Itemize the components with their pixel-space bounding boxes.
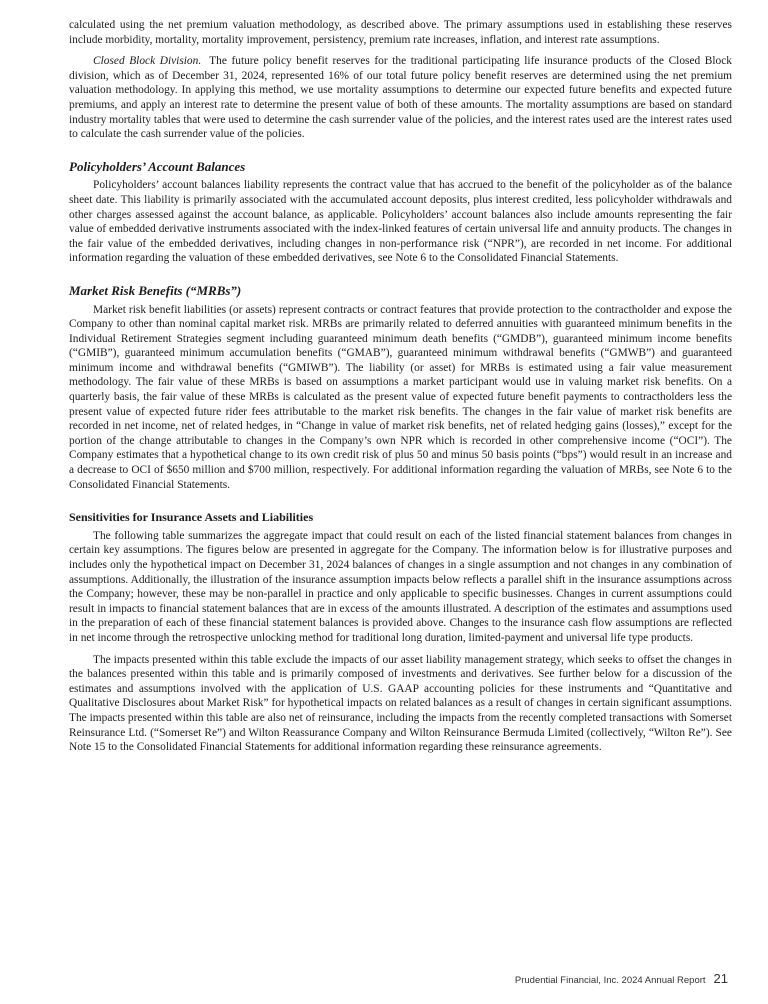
sensitivities-paragraph-2: The impacts presented within this table exclude the impacts of our asset liability management strategy, which seeks to offset the changes in the balances presented within this table and is primarily composed of investments and derivatives. See further below for a discussion of the estimates and assumptions involved with the application of U.S. GAAP accounting policies for these instruments and “Quantitative and Qualitative Disclosures about Market Risk” for hypothetical impacts on related balances as a result of changes in certain significant assumptions. The impacts presented within this table are also net of reinsurance, including the impacts from the recently completed transactions with Somerset Reinsurance Ltd. (“Somerset Re”) and Wilton Reassurance Company and Wilton Reinsurance Bermuda Limited (collectively, “Wilton Re”). See Note 15 to the Consolidated Financial Statements for additional information regarding these reinsurance agreements. (69, 653, 732, 754)
policyholders-paragraph: Policyholders’ account balances liability represents the contract value that has accrued to the benefit of the policyholder as of the balance sheet date. This liability is primarily associated with the accumulated account deposits, plus interest credited, less policyholder withdrawals and other charges assessed against the account balance, as applicable. Policyholders’ account balances also include amounts representing the fair value of embedded derivative instruments associated with the index-linked features of certain universal life and annuity products. The changes in the fair value of the embedded derivatives, including changes in non-performance risk (“NPR”), are recorded in net income. For additional information regarding the valuation of these embedded derivatives, see Note 6 to the Consolidated Financial Statements. (69, 179, 732, 265)
closed-block-paragraph (69, 54, 732, 142)
sensitivities-heading: Sensitivities for Insurance Assets and Liabilities (69, 510, 314, 525)
closed-block-body: The future policy benefit reserves for the traditional participating life insurance products of the Closed Block division, which as of December 31, 2024, represented 16% of our total future policy benefit reserves are determined using the net premium valuation methodology. In applying this method, we use mortality assumptions to determine our expected future benefits and expected future premiums, and apply an interest rate to determine the present value of both of these amounts. The mortality assumptions are based on standard industry mortality tables that were used to determine the cash surrender value of the policies, and the interest rates used are the interest rates used to calculate the cash surrender value of the policies. (69, 55, 732, 141)
document-page (69, 18, 732, 755)
mrbs-heading: Market Risk Benefits (“MRBs”) (69, 282, 242, 298)
sensitivities-paragraph-1: The following table summarizes the aggregate impact that could result on each of the listed financial statement balances from changes in certain key assumptions. The figures below are presented in aggregate for the Company. The information below is for illustrative purposes and includes only the hypothetical impact on December 31, 2024 balances of changes in a single assumption and not changes in any combination of assumptions. Additionally, the illustration of the insurance assumption impacts below reflects a parallel shift in the insurance assumptions across the Company; however, these may be non-parallel in practice and only applicable to specific businesses. Changes in current assumptions could result in impacts to financial statement balances that are in excess of the amounts illustrated. A description of the estimates and assumptions used in the preparation of each of these financial statement balances is provided above. Changes to the insurance cash flow assumptions are reflected in net income through the retrospective unlocking method for traditional long duration, limited-payment and universal life type products. (69, 529, 732, 644)
page-footer (515, 970, 728, 988)
closed-block-lead: Closed Block Division. (93, 55, 202, 68)
page-number: 21 (713, 971, 728, 986)
policyholders-heading: Policyholders’ Account Balances (69, 158, 246, 174)
mrbs-paragraph: Market risk benefit liabilities (or assets) represent contracts or contract features that provide protection to the contractholder and expose the Company to other than nominal capital market risk. MRBs are primarily related to deferred annuities with guaranteed minimum benefits in the Individual Retirement Strategies segment including guaranteed minimum death benefits (“GMDB”), guaranteed minimum income benefits (“GMIB”), guaranteed minimum accumulation benefits (“GMAB”), guaranteed minimum withdrawal benefits (“GMWB”) and guaranteed minimum income and withdrawal benefits (“GMIWB”). The liability (or asset) for MRBs is estimated using a fair value measurement methodology. The fair value of these MRBs is based on assumptions a market participant would use in valuing market risk benefits. On a quarterly basis, the fair value of these MRBs is calculated as the present value of expected future benefit payments to contractholders less the present value of expected future rider fees attributable to the market risk benefits. The changes in the fair value of market risk benefits are recorded in net income, net of related hedges, in “Change in value of market risk benefits, net of related hedging gains (losses),” except for the portion of the change attributable to changes in the Company’s own NPR which is recorded in other comprehensive income (“OCI”). The Company estimates that a hypothetical change to its own credit risk of plus 50 and minus 50 basis points (“bps”) would result in an increase and a decrease to OCI of $650 million and $700 million, respectively. For additional information regarding the valuation of MRBs, see Note 6 to the Consolidated Financial Statements. (69, 303, 732, 491)
footer-text: Prudential Financial, Inc. 2024 Annual Report (514, 975, 706, 986)
intro-paragraph: calculated using the net premium valuation methodology, as described above. The primary assumptions used in establishing these reserves include morbidity, mortality, mortality improvement, persistency, premium rate increases, inflation, and interest rate assumptions. (69, 19, 732, 46)
